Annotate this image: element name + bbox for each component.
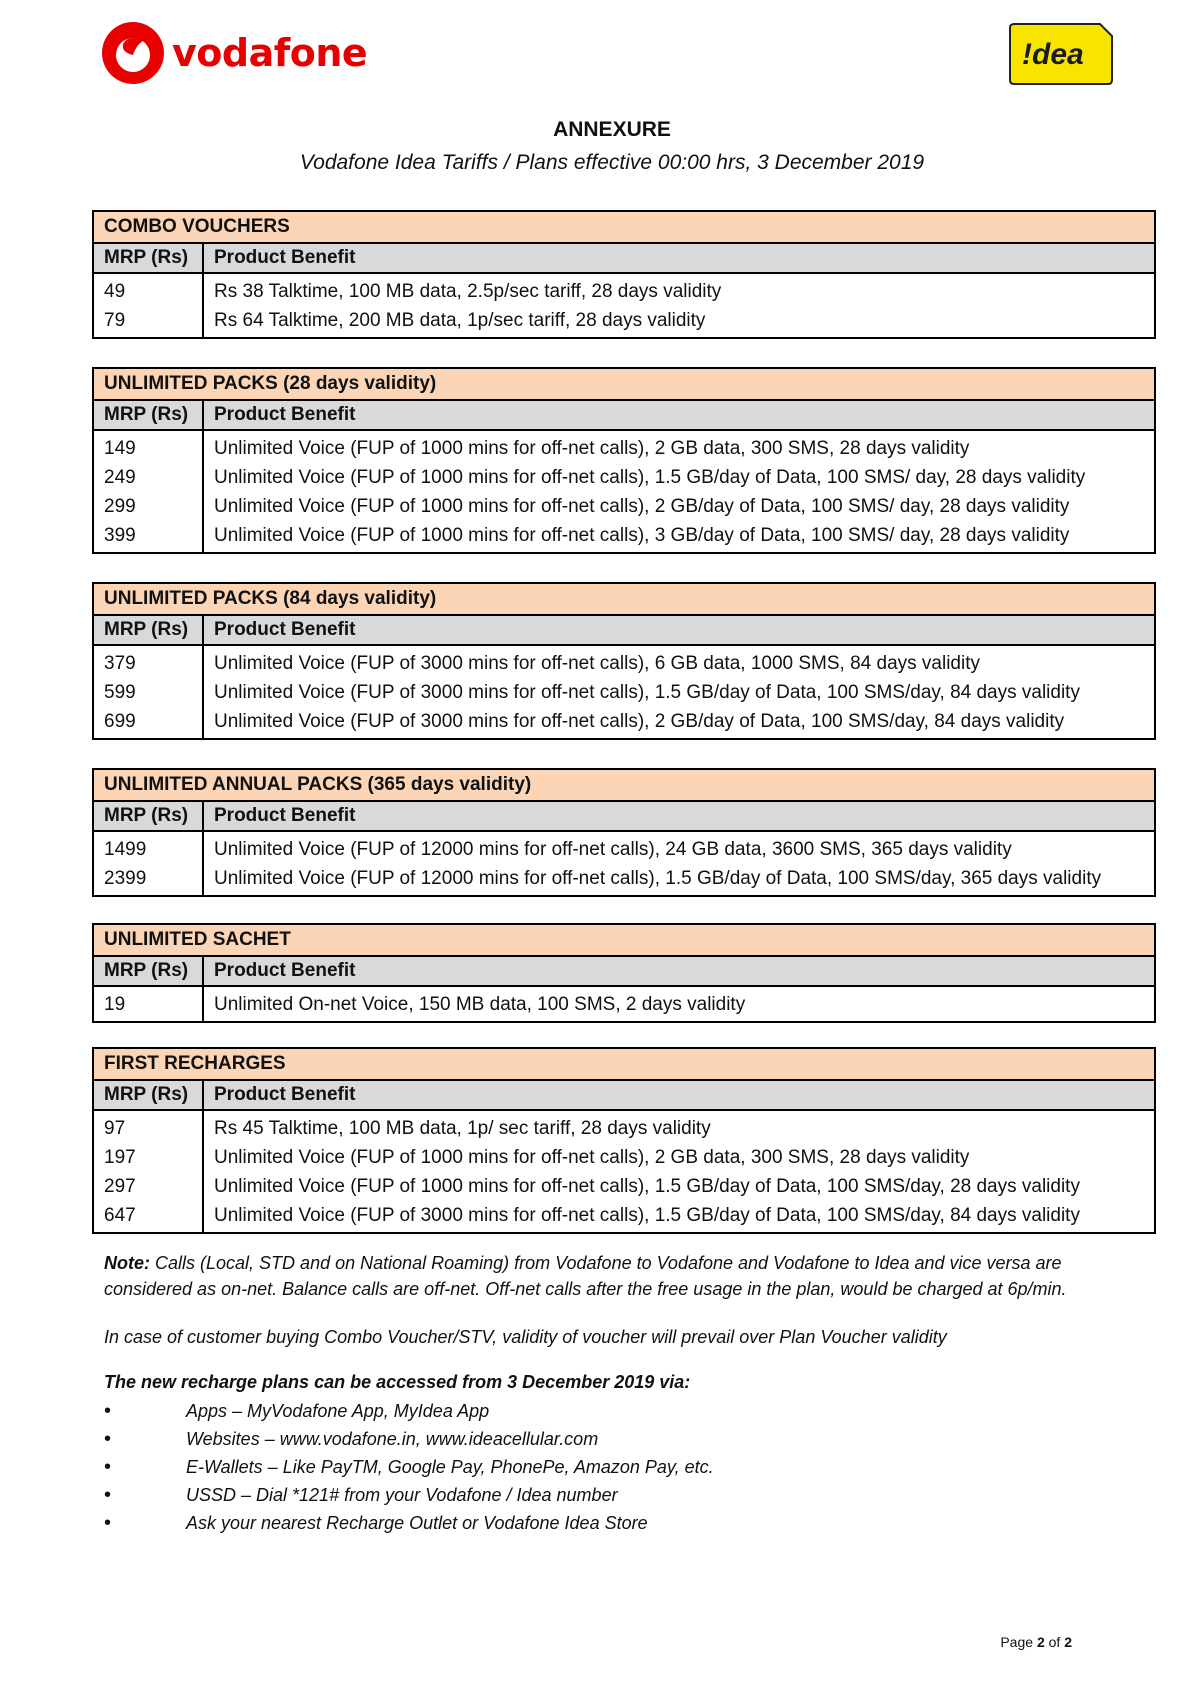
mrp-cell: 599 [104,682,136,703]
benefit-cell: Unlimited Voice (FUP of 3000 mins for off-net calls), 1.5 GB/day of Data, 100 SMS/day, 84 days validity [214,682,1080,703]
table-unlimited-annual [92,768,1156,897]
mrp-cell: 699 [104,711,136,732]
page-of: of [1048,1634,1061,1650]
benefit-cell: Rs 38 Talktime, 100 MB data, 2.5p/sec tariff, 28 days validity [214,281,722,302]
table-unlimited-sachet [92,923,1156,1023]
benefit-column-header: Product Benefit [214,247,356,268]
list-item-text: Websites – www.vodafone.in, www.ideacellular.com [186,1429,599,1449]
column-header-row [94,1081,1154,1111]
mrp-cell: 149 [104,438,136,459]
note-text: Calls (Local, STD and on National Roaming) from Vodafone to Vodafone and Vodafone to Idea and vice versa are considered as on-net. Balance calls are off-net. Off-net calls after the free usage in the plan, would be charged at 6p/min. [104,1253,1067,1299]
vodafone-wordmark: vodafone [172,31,368,75]
bullet-icon: • [104,1512,112,1534]
table-body [94,832,1154,895]
bullet-icon: • [104,1484,112,1506]
benefit-column-header: Product Benefit [214,619,356,640]
benefit-column [204,431,1154,552]
list-item-text: USSD – Dial *121# from your Vodafone / Idea number [186,1485,618,1505]
mrp-cell: 299 [104,496,136,517]
column-header-row [94,616,1154,646]
page-current: 2 [1036,1634,1045,1650]
section-title: UNLIMITED SACHET [94,925,1154,957]
vodafone-speechmark-icon [102,22,164,84]
list-item [104,1453,1124,1481]
mrp-cell: 97 [104,1118,126,1139]
benefit-cell: Unlimited Voice (FUP of 3000 mins for off-net calls), 6 GB data, 1000 SMS, 84 days validity [214,653,980,674]
list-item [104,1509,1124,1537]
benefit-column [204,1111,1154,1232]
column-header-row [94,802,1154,832]
mrp-cell: 399 [104,525,136,546]
note-paragraph [104,1250,1124,1302]
benefit-cell: Unlimited Voice (FUP of 3000 mins for off-net calls), 2 GB/day of Data, 100 SMS/day, 84 days validity [214,711,1065,732]
benefit-cell: Unlimited Voice (FUP of 12000 mins for off-net calls), 1.5 GB/day of Data, 100 SMS/day, 365 days validity [214,868,1102,889]
table-combo-vouchers [92,210,1156,339]
column-header-row [94,957,1154,987]
mrp-cell: 2399 [104,868,147,889]
benefit-cell: Unlimited Voice (FUP of 12000 mins for off-net calls), 24 GB data, 3600 SMS, 365 days validity [214,839,1012,860]
bullet-icon: • [104,1400,112,1422]
benefit-cell: Rs 64 Talktime, 200 MB data, 1p/sec tariff, 28 days validity [214,310,706,331]
mrp-column [94,431,204,552]
mrp-cell: 297 [104,1176,136,1197]
benefit-cell: Rs 45 Talktime, 100 MB data, 1p/ sec tariff, 28 days validity [214,1118,711,1139]
benefit-cell: Unlimited Voice (FUP of 1000 mins for off-net calls), 2 GB data, 300 SMS, 28 days validity [214,438,970,459]
bullet-icon: • [104,1456,112,1478]
table-body [94,431,1154,552]
benefit-column [204,646,1154,738]
list-item [104,1481,1124,1509]
benefit-column [204,274,1154,337]
mrp-column [94,646,204,738]
benefit-cell: Unlimited On-net Voice, 150 MB data, 100 SMS, 2 days validity [214,994,746,1015]
column-header-row [94,401,1154,431]
benefit-cell: Unlimited Voice (FUP of 1000 mins for off-net calls), 3 GB/day of Data, 100 SMS/ day, 28 days validity [214,525,1070,546]
notes-section [104,1250,1124,1537]
benefit-column-header: Product Benefit [214,404,356,425]
table-first-recharges [92,1047,1156,1234]
mrp-column-header: MRP (Rs) [94,957,204,985]
validity-note: In case of customer buying Combo Voucher/STV, validity of voucher will prevail over Plan Voucher validity [104,1327,947,1347]
list-item [104,1425,1124,1453]
benefit-cell: Unlimited Voice (FUP of 1000 mins for off-net calls), 1.5 GB/day of Data, 100 SMS/ day, 28 days validity [214,467,1086,488]
section-title: UNLIMITED PACKS (84 days validity) [94,584,1154,616]
benefit-column [204,832,1154,895]
idea-logo [1008,22,1114,86]
mrp-cell: 379 [104,653,136,674]
table-body [94,646,1154,738]
mrp-column [94,987,204,1021]
table-body [94,274,1154,337]
mrp-cell: 647 [104,1205,136,1226]
mrp-cell: 79 [104,310,126,331]
section-title: FIRST RECHARGES [94,1049,1154,1081]
benefit-cell: Unlimited Voice (FUP of 1000 mins for off-net calls), 1.5 GB/day of Data, 100 SMS/day, 28 days validity [214,1176,1080,1197]
bullet-icon: • [104,1428,112,1450]
access-title: The new recharge plans can be accessed from 3 December 2019 via: [104,1372,691,1392]
benefit-column-header: Product Benefit [214,960,356,981]
mrp-column-header: MRP (Rs) [94,1081,204,1109]
table-body [94,987,1154,1021]
list-item-text: Ask your nearest Recharge Outlet or Vodafone Idea Store [186,1513,648,1533]
idea-wordmark: !dea [1022,38,1084,71]
mrp-cell: 19 [104,994,126,1015]
mrp-cell: 197 [104,1147,136,1168]
table-unlimited-28-days [92,367,1156,554]
benefit-column-header: Product Benefit [214,805,356,826]
access-list [104,1397,1124,1537]
mrp-column [94,1111,204,1232]
mrp-cell: 249 [104,467,136,488]
page-total: 2 [1064,1634,1072,1650]
mrp-column-header: MRP (Rs) [94,802,204,830]
note-label: Note: [104,1253,150,1273]
section-title: UNLIMITED PACKS (28 days validity) [94,369,1154,401]
table-body [94,1111,1154,1232]
page-title: ANNEXURE [553,118,671,141]
page-number [1000,1634,1072,1650]
page-label: Page [1000,1634,1034,1650]
mrp-cell: 49 [104,281,126,302]
page-subtitle: Vodafone Idea Tariffs / Plans effective 00:00 hrs, 3 December 2019 [299,151,925,174]
section-title: COMBO VOUCHERS [94,212,1154,244]
vodafone-logo [102,22,367,84]
benefit-cell: Unlimited Voice (FUP of 1000 mins for off-net calls), 2 GB data, 300 SMS, 28 days validity [214,1147,970,1168]
list-item [104,1397,1124,1425]
section-title: UNLIMITED ANNUAL PACKS (365 days validity) [94,770,1154,802]
mrp-column [94,832,204,895]
benefit-column-header: Product Benefit [214,1084,356,1105]
mrp-column [94,274,204,337]
list-item-text: E-Wallets – Like PayTM, Google Pay, PhonePe, Amazon Pay, etc. [186,1457,714,1477]
mrp-column-header: MRP (Rs) [94,401,204,429]
benefit-cell: Unlimited Voice (FUP of 1000 mins for off-net calls), 2 GB/day of Data, 100 SMS/ day, 28 days validity [214,496,1070,517]
mrp-column-header: MRP (Rs) [94,616,204,644]
mrp-column-header: MRP (Rs) [94,244,204,272]
table-unlimited-84-days [92,582,1156,740]
benefit-column [204,987,1154,1021]
column-header-row [94,244,1154,274]
benefit-cell: Unlimited Voice (FUP of 3000 mins for off-net calls), 1.5 GB/day of Data, 100 SMS/day, 84 days validity [214,1205,1080,1226]
mrp-cell: 1499 [104,839,147,860]
list-item-text: Apps – MyVodafone App, MyIdea App [186,1401,490,1421]
